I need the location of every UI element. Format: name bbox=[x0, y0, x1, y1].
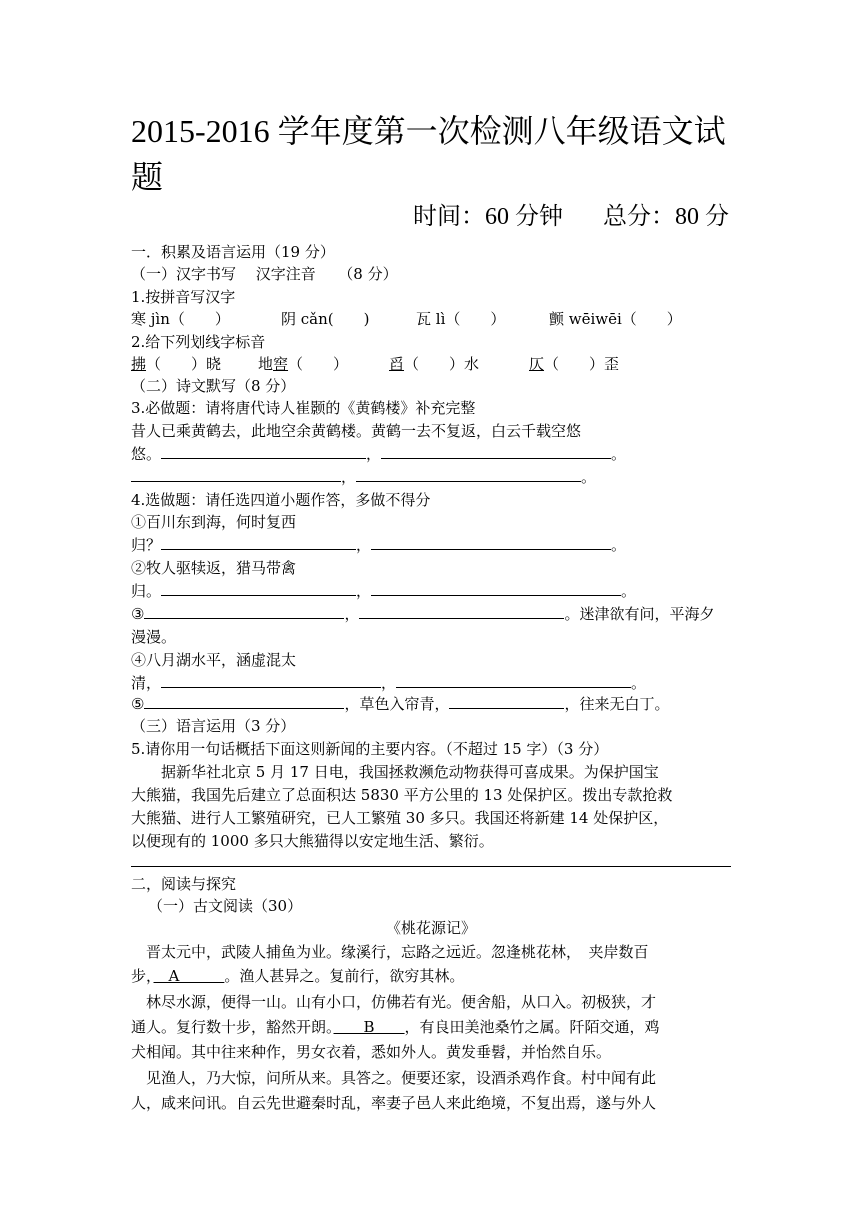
answer-blank[interactable] bbox=[371, 533, 611, 550]
news-line-3: 大熊猫、进行人工繁殖研究，已人工繁殖 30 多只。我国还将新建 14 处保护区， bbox=[131, 809, 669, 827]
option3-end: 漫漫。 bbox=[131, 628, 177, 646]
option2: ②牧人驱犊返，猎马带禽 bbox=[131, 559, 297, 577]
section1-sub3: （三）语言运用（3 分） bbox=[131, 717, 296, 735]
blank-b: B bbox=[333, 1018, 405, 1036]
option1-blanks: 归？ ， 。 bbox=[131, 533, 731, 557]
answer-line[interactable] bbox=[131, 866, 731, 867]
exam-time: 时间：60 分钟 bbox=[413, 204, 563, 230]
phonetic-item-1: 拂（ ）晓 bbox=[131, 355, 222, 373]
question2: 2.给下列划线字标音 bbox=[131, 333, 266, 351]
exam-title-line1: 2015-2016 学年度第一次检测八年级语文试 bbox=[131, 113, 726, 149]
question3-blank-line1: 悠。 ， 。 bbox=[131, 442, 731, 466]
news-line-4: 以便现有的 1000 多只大熊猫得以安定地生活、繁衍。 bbox=[131, 832, 494, 850]
section2-heading: 二，阅读与探究 bbox=[131, 875, 237, 893]
news-line-1: 据新华社北京 5 月 17 日电，我国拯救濒危动物获得可喜成果。为保护国宝 bbox=[131, 763, 659, 781]
question4: 4.选做题：请任选四道小题作答，多做不得分 bbox=[131, 491, 431, 509]
answer-blank[interactable] bbox=[356, 465, 581, 482]
answer-blank[interactable] bbox=[161, 671, 381, 688]
option2-blanks: 归。 ， 。 bbox=[131, 579, 731, 603]
passage-line-3: 林尽水源，便得一山。山有小口，仿佛若有光。便舍船，从口入。初极狭，才 bbox=[131, 993, 657, 1011]
question3-text: 昔人已乘黄鹤去，此地空余黄鹤楼。黄鹤一去不复返，白云千载空悠 bbox=[131, 422, 582, 440]
answer-blank[interactable] bbox=[449, 692, 564, 709]
exam-title-line2: 题 bbox=[131, 159, 164, 195]
option5: ⑤ ，草色入帘青， ，往来无白丁。 bbox=[131, 692, 731, 716]
phonetic-item-2: 地窖（ ） bbox=[258, 355, 349, 373]
exam-meta bbox=[413, 200, 729, 234]
passage-line-7: 人，咸来问讯。自云先世避秦时乱，率妻子邑人来此绝境，不复出焉，遂与外人 bbox=[131, 1094, 657, 1112]
passage-line-6: 见渔人，乃大惊，问所从来。具答之。便要还家，设酒杀鸡作食。村中闻有此 bbox=[131, 1069, 657, 1087]
option4-blanks: 清， ， 。 bbox=[131, 671, 731, 695]
pinyin-item-4: 颤 wēiwēi（ ） bbox=[549, 310, 682, 328]
question3-blank-line2: ， 。 bbox=[131, 465, 731, 489]
answer-blank[interactable] bbox=[144, 692, 344, 709]
answer-blank[interactable] bbox=[371, 579, 621, 596]
section1-sub1: （一）汉字书写 汉字注音 （8 分） bbox=[131, 265, 398, 283]
section1-sub2: （二）诗文默写（8 分） bbox=[131, 377, 296, 395]
exam-total: 总分：80 分 bbox=[603, 204, 729, 230]
answer-blank[interactable] bbox=[144, 602, 344, 619]
exam-title bbox=[131, 108, 731, 200]
text-title: 《桃花源记》 bbox=[385, 919, 476, 937]
section1-heading: 一．积累及语言运用（19 分） bbox=[131, 243, 335, 261]
answer-blank[interactable] bbox=[161, 442, 366, 459]
passage-line-5: 犬相闻。其中往来种作，男女衣着，悉如外人。黄发垂髫，并怡然自乐。 bbox=[131, 1043, 612, 1061]
blank-a: A bbox=[153, 967, 225, 985]
answer-blank[interactable] bbox=[161, 579, 356, 596]
option4: ④八月湖水平，涵虚混太 bbox=[131, 651, 297, 669]
question3: 3.必做题：请将唐代诗人崔颢的《黄鹤楼》补充完整 bbox=[131, 399, 476, 417]
pinyin-item-2: 阴 cǎn( ) bbox=[281, 310, 370, 328]
pinyin-item-1: 寒 jìn（ ） bbox=[131, 310, 230, 328]
option3: ③ ， 。迷津欲有问，平海夕 bbox=[131, 602, 731, 626]
answer-blank[interactable] bbox=[381, 442, 611, 459]
news-line-2: 大熊猫，我国先后建立了总面积达 5830 平方公里的 13 处保护区。拨出专款抢救 bbox=[131, 786, 673, 804]
answer-blank[interactable] bbox=[359, 602, 564, 619]
phonetic-item-3: 舀（ ）水 bbox=[389, 355, 480, 373]
option1: ①百川东到海，何时复西 bbox=[131, 513, 297, 531]
passage-line-1: 晋太元中，武陵人捕鱼为业。缘溪行，忘路之远近。忽逢桃花林， 夹岸数百 bbox=[131, 943, 649, 961]
answer-blank[interactable] bbox=[131, 465, 341, 482]
phonetic-item-4: 仄（ ）歪 bbox=[529, 355, 620, 373]
passage-line-2: 步， A 。渔人甚异之。复前行，欲穷其林。 bbox=[131, 967, 465, 985]
answer-blank[interactable] bbox=[161, 533, 356, 550]
question1: 1.按拼音写汉字 bbox=[131, 288, 236, 306]
pinyin-item-3: 瓦 lì（ ） bbox=[416, 310, 506, 328]
section2-sub1: （一）古文阅读（30） bbox=[148, 897, 303, 915]
answer-blank[interactable] bbox=[396, 671, 631, 688]
passage-line-4: 通人。复行数十步，豁然开朗。 B ，有良田美池桑竹之属。阡陌交通，鸡 bbox=[131, 1018, 660, 1036]
question5: 5.请你用一句话概括下面这则新闻的主要内容。（不超过 15 字）（3 分） bbox=[131, 740, 609, 758]
